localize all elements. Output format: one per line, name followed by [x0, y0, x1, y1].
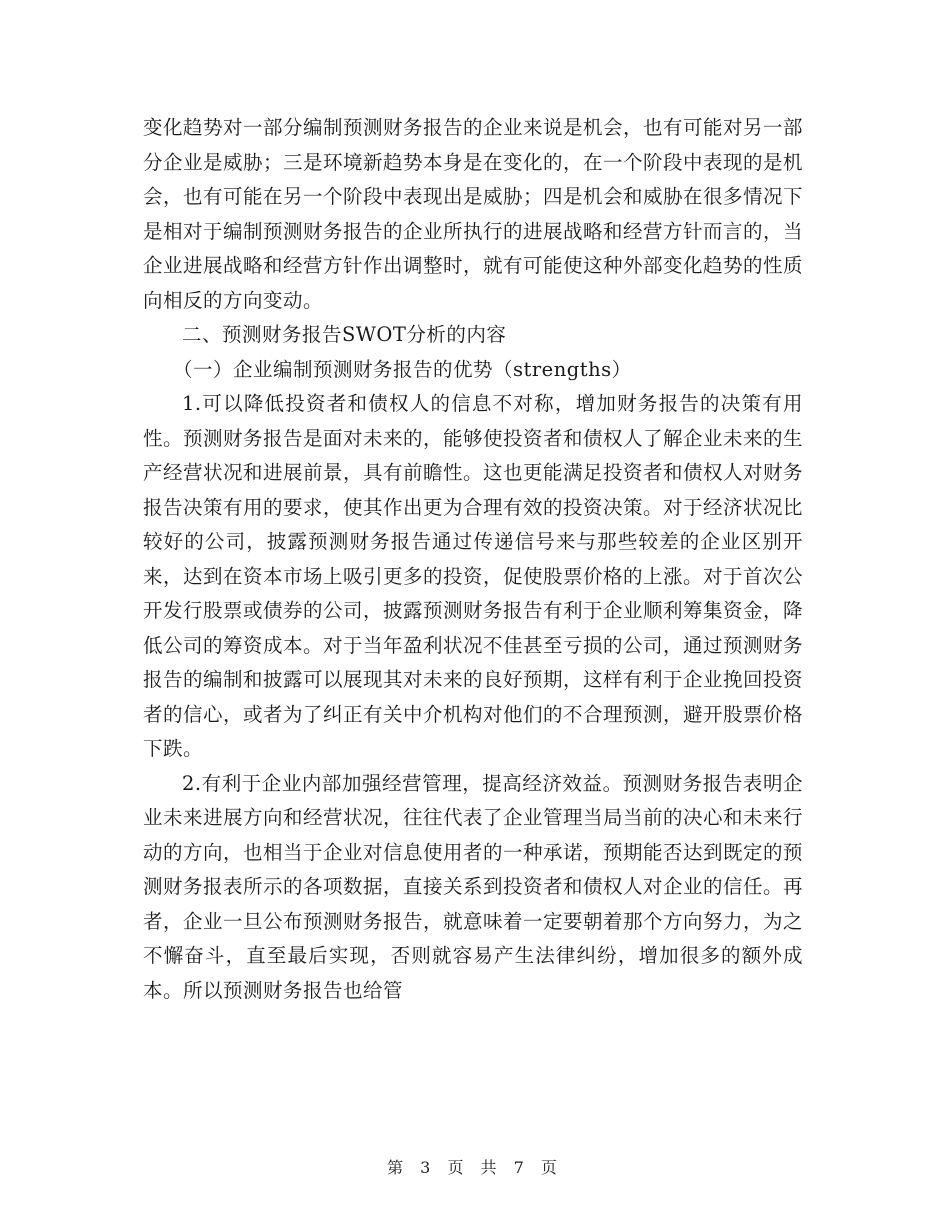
paragraph-point-2: 2.有利于企业内部加强经营管理，提高经济效益。预测财务报告表明企业未来进展方向和经营状况，往往代表了企业管理当局当前的决心和未来行动的方向，也相当于企业对信息使用者的一种承诺，预期能否达到既定的预测财务报表所示的各项数据，直接关系到投资者和债权人对企业的信任。再者，企业一旦公布预测财务报告，就意味着一定要朝着那个方向努力，为之不懈奋斗，直至最后实现，否则就容易产生法律纠纷，增加很多的额外成本。所以预测财务报告也给管: [143, 771, 804, 1002]
page-footer: 第 3 页 共 7 页: [387, 1158, 563, 1177]
paragraph-point-1: 1.可以降低投资者和债权人的信息不对称，增加财务报告的决策有用性。预测财务报告是面对未来的，能够使投资者和债权人了解企业未来的生产经营状况和进展前景，具有前瞻性。这也更能满足投资者和债权人对财务报告决策有用的要求，使其作出更为合理有效的投资决策。对于经济状况比较好的公司，披露预测财务报告通过传递信号来与那些较差的企业区别开来，达到在资本市场上吸引更多的投资，促使股票价格的上涨。对于首次公开发行股票或债券的公司，披露预测财务报告有利于企业顺利筹集资金，降低公司的筹资成本。对于当年盈利状况不佳甚至亏损的公司，通过预测财务报告的编制和披露可以展现其对未来的良好预期，这样有利于企业挽回投资者的信心，或者为了纠正有关中介机构对他们的不合理预测，避开股票价格下跌。: [143, 392, 804, 760]
paragraph-continuation: 变化趋势对一部分编制预测财务报告的企业来说是机会，也有可能对另一部分企业是威胁；三是环境新趋势本身是在变化的，在一个阶段中表现的是机会，也有可能在另一个阶段中表现出是威胁；四是机会和威胁在很多情况下是相对于编制预测财务报告的企业所执行的进展战略和经营方针而言的，当企业进展战略和经营方针作出调整时，就有可能使这种外部变化趋势的性质向相反的方向变动。: [143, 116, 804, 312]
section-heading: 二、预测财务报告SWOT分析的内容: [182, 323, 507, 346]
subsection-heading: （一）企业编制预测财务报告的优势（strengths）: [173, 357, 632, 381]
page-body: [143, 111, 803, 1008]
